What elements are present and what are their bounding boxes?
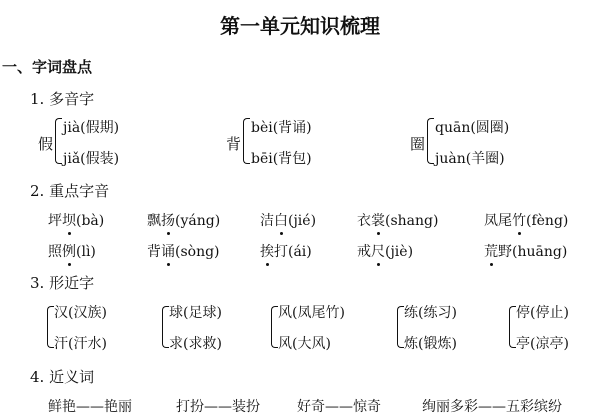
brace (243, 118, 250, 164)
synonym-pair: 绚丽多彩——五彩缤纷 (422, 399, 562, 415)
similar-char-entry: 汗(汗水) (54, 336, 107, 352)
brace (271, 306, 278, 348)
subheading-key-pronunciation: 2. 重点字音 (30, 182, 110, 200)
polyphone-char: 圈 (410, 135, 426, 153)
subheading-similar-chars: 3. 形近字 (30, 274, 95, 292)
polyphone-reading: bèi(背诵) (251, 120, 312, 136)
polyphone-reading: quān(圆圈) (435, 120, 510, 136)
polyphone-reading: jiǎ(假装) (63, 151, 120, 167)
similar-char-entry: 求(求救) (169, 336, 222, 352)
similar-char-entry: 炼(锻炼) (404, 336, 457, 352)
word-item: 背诵(sòng) (147, 241, 220, 261)
word-item: 洁白(jié) (260, 210, 316, 230)
similar-char-entry: 球(足球) (169, 305, 222, 321)
brace (427, 118, 434, 164)
word-item: 挨打(ái) (260, 241, 312, 261)
polyphone-char: 假 (38, 135, 54, 153)
polyphone-reading: juàn(羊圈) (435, 151, 505, 167)
word-item: 照例(lì) (48, 241, 96, 261)
synonym-pair: 好奇——惊奇 (297, 399, 381, 415)
brace (397, 306, 404, 348)
brace (509, 306, 516, 348)
word-item: 荒野(huāng) (484, 241, 567, 261)
word-item: 衣裳(shang) (357, 210, 438, 230)
word-item: 坪坝(bà) (48, 210, 104, 230)
similar-char-entry: 风(大风) (278, 336, 331, 352)
word-item: 凤尾竹(fèng) (484, 210, 568, 230)
polyphone-reading: jià(假期) (63, 120, 120, 136)
similar-char-entry: 亭(凉亭) (516, 336, 569, 352)
brace (55, 118, 62, 164)
similar-char-entry: 停(停止) (516, 305, 569, 321)
polyphone-reading: bēi(背包) (251, 151, 312, 167)
subheading-synonyms: 4. 近义词 (30, 368, 95, 386)
word-item: 飘扬(yáng) (147, 210, 220, 230)
synonym-pair: 鲜艳——艳丽 (48, 399, 132, 415)
similar-char-entry: 练(练习) (404, 305, 457, 321)
subheading-polyphones: 1. 多音字 (30, 90, 95, 108)
synonym-pair: 打扮——装扮 (176, 399, 260, 415)
similar-char-entry: 风(凤尾竹) (278, 305, 345, 321)
polyphone-char: 背 (226, 135, 242, 153)
page-title: 第一单元知识梳理 (220, 14, 380, 38)
similar-char-entry: 汉(汉族) (54, 305, 107, 321)
section-heading: 一、字词盘点 (2, 58, 93, 76)
word-item: 戒尺(jiè) (357, 241, 413, 261)
brace (162, 306, 169, 348)
brace (47, 306, 54, 348)
